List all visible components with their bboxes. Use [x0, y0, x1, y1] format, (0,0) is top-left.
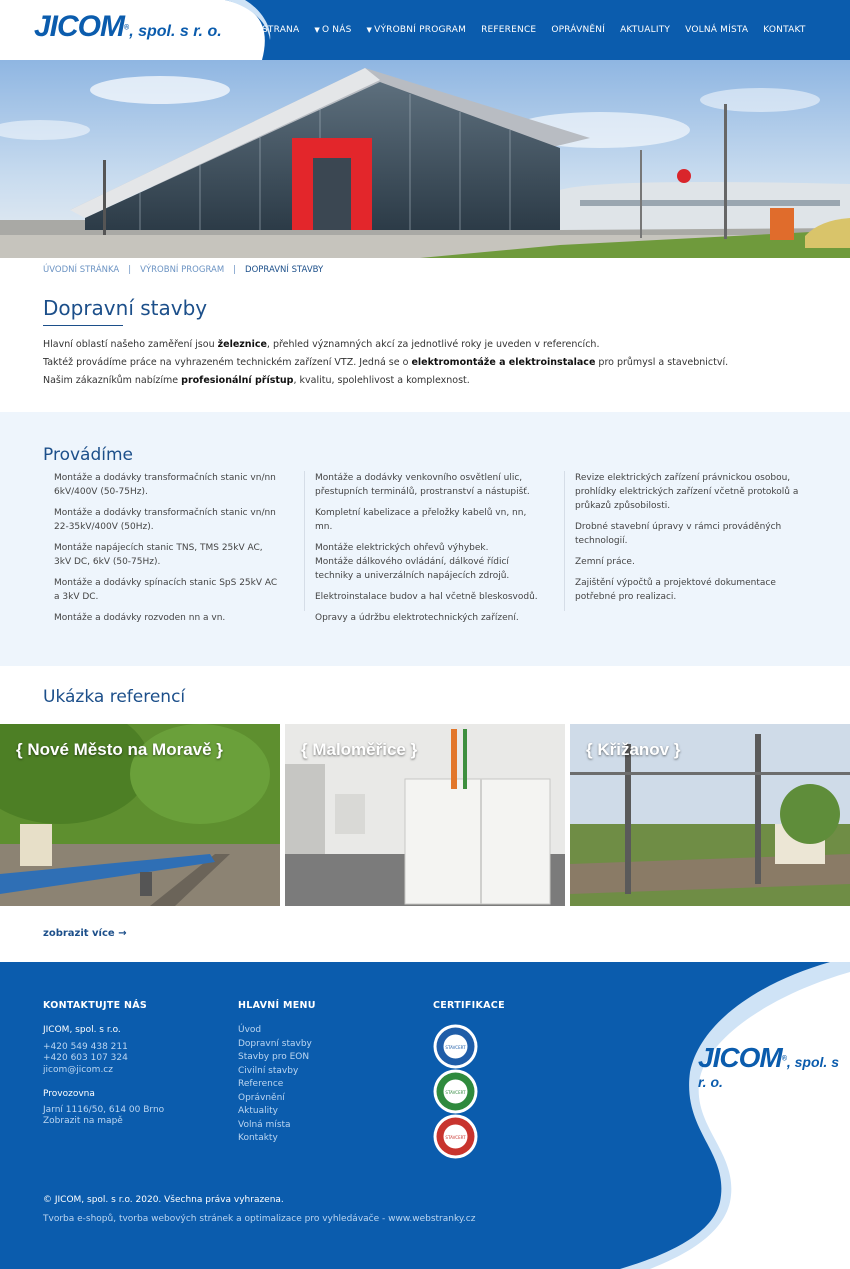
- show-more-link[interactable]: zobrazit více →: [43, 928, 127, 939]
- copyright: © JICOM, spol. s r.o. 2020. Všechna práva vyhrazena.: [43, 1195, 284, 1205]
- footer-menu-item[interactable]: Úvod: [238, 1025, 262, 1035]
- services-column-2: [304, 471, 546, 623]
- footer-menu-item[interactable]: Kontakty: [238, 1133, 278, 1143]
- service-item: Montáže a dodávky transformačních stanic vn/nn 22-35kV/400V (50Hz).: [54, 508, 276, 532]
- footer-logo[interactable]: JICOM®, spol. s r. o.: [698, 1042, 839, 1090]
- reference-card-nove-mesto[interactable]: { Nové Město na Moravě }: [0, 724, 280, 906]
- intro-text: [43, 336, 823, 390]
- svg-text:STAVCERT: STAVCERT: [445, 1090, 466, 1095]
- svg-text:STAVCERT: STAVCERT: [445, 1135, 466, 1140]
- nav-item-references[interactable]: REFERENCE: [481, 25, 537, 35]
- footer-contact: JICOM, spol. s r.o. +420 549 438 211 +420 603 107 324 jicom@jicom.cz Provozovna Jarní 1116/50, 614 00 Brno Zobrazit na mapě: [43, 1025, 165, 1126]
- footer-menu-item[interactable]: Stavby pro EON: [238, 1052, 310, 1062]
- service-item: Montáže elektrických ohřevů výhybek.: [315, 543, 489, 553]
- service-item: Opravy a údržbu elektrotechnických zařízení.: [315, 613, 519, 623]
- breadcrumb: ÚVODNÍ STRÁNKA | VÝROBNÍ PROGRAM | DOPRAVNÍ STAVBY: [43, 265, 324, 275]
- arrow-right-icon: →: [118, 928, 127, 939]
- footer-menu: [238, 1024, 312, 1146]
- intro-line-2: Taktéž provádíme práce na vyhrazeném technickém zařízení VTZ. Jedná se o elektromontáže a elektroinstalace pro průmysl a stavebnictví.: [43, 357, 729, 368]
- breadcrumb-production[interactable]: VÝROBNÍ PROGRAM: [140, 265, 225, 275]
- map-link[interactable]: Zobrazit na mapě: [43, 1116, 123, 1126]
- service-item: Montáže dálkového ovládání, dálkové řídicí techniky a univerzálních napájecích zdrojů.: [315, 557, 510, 581]
- title-underline: [43, 325, 123, 326]
- reference-card-malomerice[interactable]: { Maloměřice }: [285, 724, 565, 906]
- intro-line-1: Hlavní oblastí našeho zaměření jsou železnice, přehled významných akcí za jednotlivé roky je uveden v referencích.: [43, 339, 600, 350]
- nav-item-home[interactable]: STRANA: [262, 25, 300, 35]
- service-item: Drobné stavební úpravy v rámci prováděných technologií.: [575, 522, 782, 546]
- nav-item-jobs[interactable]: VOLNÁ MÍSTA: [685, 25, 749, 35]
- site-footer: [0, 962, 850, 1269]
- reference-card-krizanov[interactable]: { Křižanov }: [570, 724, 850, 906]
- services-column-3: [564, 471, 800, 611]
- nav-item-contact[interactable]: KONTAKT: [763, 25, 806, 35]
- nav-item-news[interactable]: AKTUALITY: [620, 25, 671, 35]
- footer-menu-item[interactable]: Civilní stavby: [238, 1065, 299, 1076]
- hero-image: [0, 60, 850, 258]
- service-item: Montáže a dodávky venkovního osvětlení ulic, přestupních terminálů, prostranství a nástupišť.: [315, 473, 530, 497]
- nav-item-production[interactable]: ▼ VÝROBNÍ PROGRAM: [366, 25, 467, 35]
- footer-menu-item[interactable]: Oprávnění: [238, 1092, 285, 1103]
- page-title: Dopravní stavby: [43, 296, 208, 320]
- svg-text:STAVCERT: STAVCERT: [445, 1045, 466, 1050]
- certificate-badge-red: [433, 1114, 478, 1159]
- service-item: Montáže a dodávky transformačních stanic vn/nn 6kV/400V (50-75Hz).: [54, 473, 276, 497]
- footer-menu-heading: HLAVNÍ MENU: [238, 1000, 316, 1011]
- intro-line-3: Našim zákazníkům nabízíme profesionální přístup, kvalitu, spolehlivost a komplexnost.: [43, 375, 470, 386]
- main-nav: [262, 0, 821, 60]
- service-item: Zajištění výpočtů a projektové dokumentace potřebné pro realizaci.: [575, 578, 776, 602]
- references-title: Ukázka referencí: [43, 687, 186, 707]
- footer-menu-item[interactable]: Volná místa: [238, 1119, 291, 1130]
- service-item: Montáže a dodávky spínacích stanic SpS 25kV AC a 3kV DC.: [54, 578, 278, 602]
- credits-link[interactable]: Tvorba e-shopů, tvorba webových stránek a optimalizace pro vyhledávače - www.webstranky.cz: [43, 1214, 476, 1224]
- footer-menu-item[interactable]: Dopravní stavby: [238, 1038, 312, 1049]
- certificate-badge-green: [433, 1069, 478, 1114]
- footer-menu-item[interactable]: Reference: [238, 1079, 284, 1089]
- phone-link-1[interactable]: +420 549 438 211: [43, 1041, 128, 1052]
- site-header: [0, 0, 850, 60]
- service-item: Montáže napájecích stanic TNS, TMS 25kV AC, 3kV DC, 6kV (50-75Hz).: [54, 543, 263, 567]
- logo[interactable]: JICOM®, spol. s r. o.: [34, 10, 222, 43]
- service-item: Zemní práce.: [575, 557, 635, 567]
- breadcrumb-home[interactable]: ÚVODNÍ STRÁNKA: [43, 265, 120, 275]
- footer-contact-heading: KONTAKTUJTE NÁS: [43, 1000, 148, 1011]
- footer-menu-item[interactable]: Aktuality: [238, 1106, 278, 1116]
- service-item: Montáže a dodávky rozvoden nn a vn.: [54, 613, 226, 623]
- services-section: [0, 412, 850, 666]
- certificate-badge-blue: [433, 1024, 478, 1069]
- footer-cert-heading: CERTIFIKACE: [433, 1000, 505, 1011]
- services-title: Provádíme: [43, 445, 133, 465]
- nav-item-permits[interactable]: OPRÁVNĚNÍ: [551, 25, 606, 35]
- service-item: Elektroinstalace budov a hal včetně bleskosvodů.: [315, 592, 538, 602]
- email-link[interactable]: jicom@jicom.cz: [43, 1064, 113, 1075]
- caret-down-icon: ▼: [314, 26, 320, 34]
- caret-down-icon: ▼: [366, 26, 373, 34]
- services-column-1: [54, 471, 282, 632]
- service-item: Kompletní kabelizace a přeložky kabelů vn, nn, mn.: [315, 508, 527, 532]
- phone-link-2[interactable]: +420 603 107 324: [43, 1053, 128, 1063]
- breadcrumb-current: DOPRAVNÍ STAVBY: [245, 265, 324, 275]
- nav-item-about[interactable]: ▼ O NÁS: [314, 25, 352, 35]
- service-item: Revize elektrických zařízení právnickou osobou, prohlídky elektrických zařízení včetně protokolů a průkazů způsobilosti.: [575, 473, 799, 511]
